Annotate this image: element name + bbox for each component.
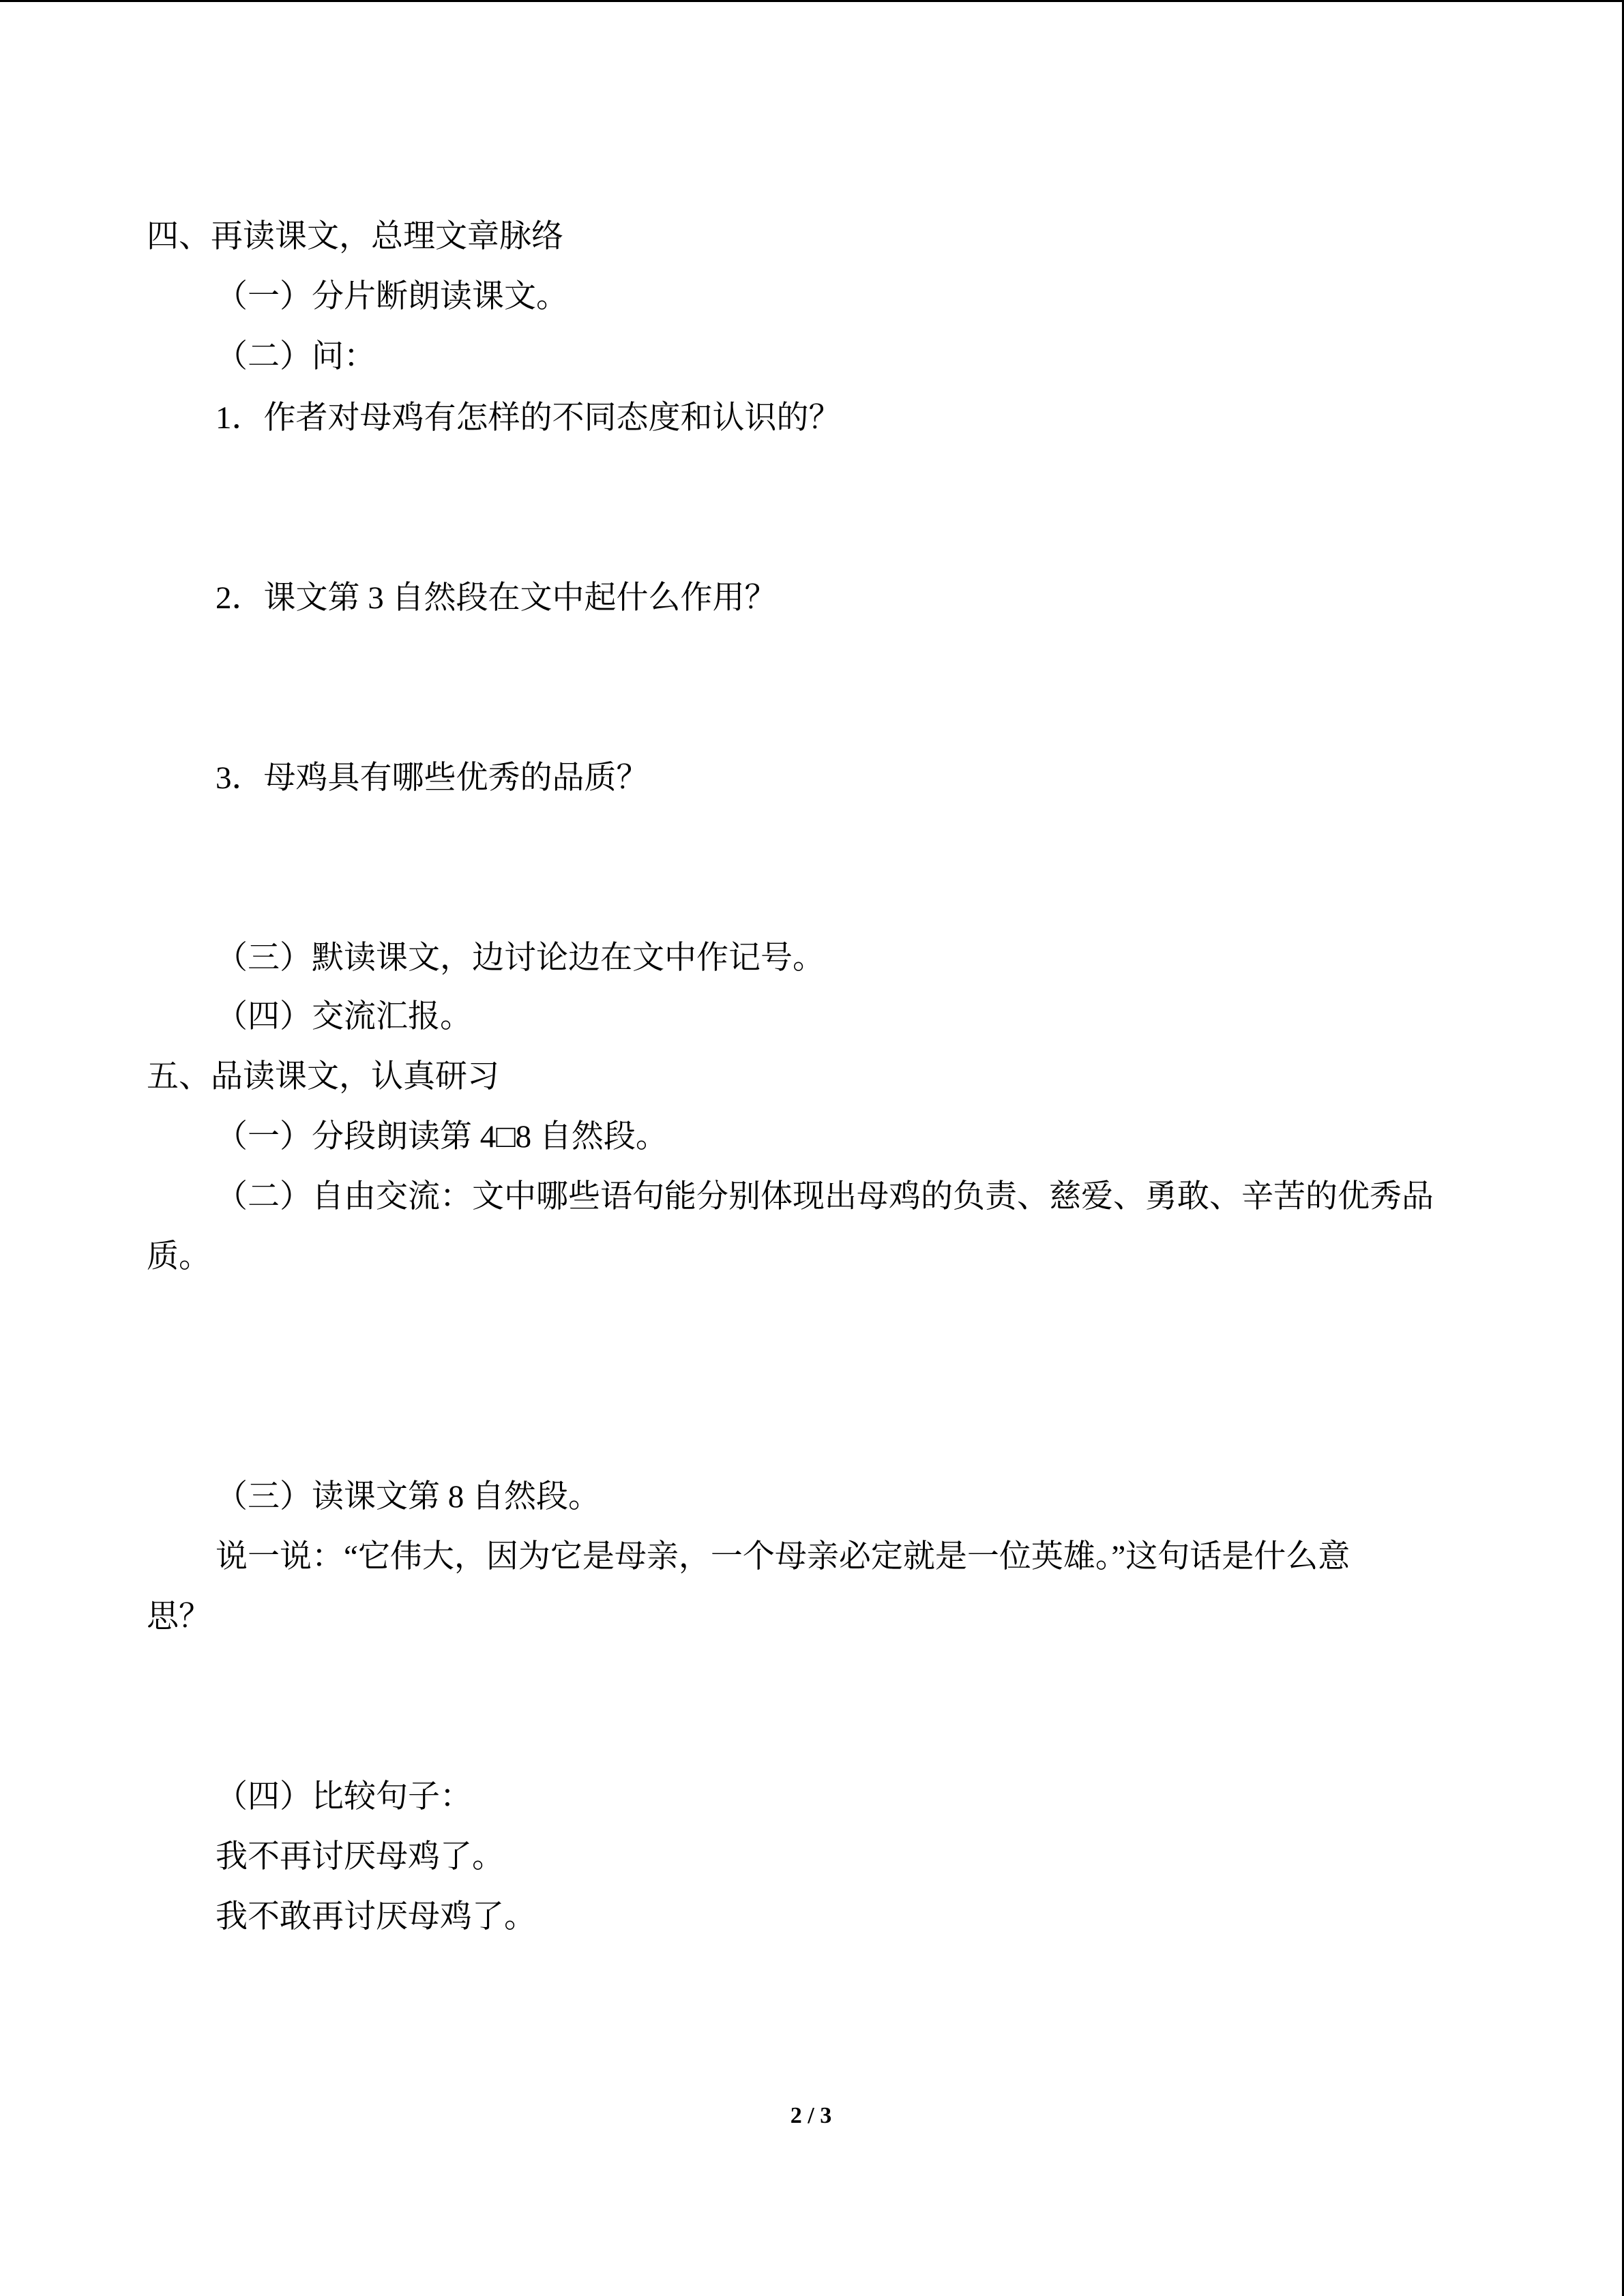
question-3: 3．母鸡具有哪些优秀的品质？	[216, 760, 649, 796]
list-item: （二）问：	[216, 339, 376, 374]
example-sentence: 我不敢再讨厌母鸡了。	[216, 1899, 536, 1935]
list-item: （三）默读课文，边讨论边在文中作记号。	[216, 940, 825, 976]
list-item: （四）交流汇报。	[216, 999, 472, 1034]
list-item: （三）读课文第 8 自然段。	[216, 1479, 600, 1515]
page-number: 2 / 3	[790, 2103, 832, 2128]
question-1: 1．作者对母鸡有怎样的不同态度和认识的？	[216, 400, 841, 436]
paragraph-line: 说一说：“它伟大，因为它是母亲，一个母亲必定就是一位英雄。”这句话是什么意	[216, 1539, 1350, 1575]
list-item: （四）比较句子：	[216, 1779, 472, 1815]
list-item: （一）分段朗读第 4□8 自然段。	[216, 1119, 668, 1154]
section-heading-4: 四、再读课文，总理文章脉络	[147, 219, 563, 254]
paragraph-line: 质。	[147, 1239, 211, 1274]
question-2: 2．课文第 3 自然段在文中起什么作用？	[216, 580, 777, 616]
paragraph-line: （二）自由交流：文中哪些语句能分别体现出母鸡的负责、慈爱、勇敢、辛苦的优秀品	[216, 1179, 1434, 1214]
paragraph-line: 思？	[147, 1599, 211, 1635]
example-sentence: 我不再讨厌母鸡了。	[216, 1839, 504, 1875]
list-item: （一）分片断朗读课文。	[216, 279, 568, 314]
section-heading-5: 五、品读课文，认真研习	[147, 1059, 499, 1094]
